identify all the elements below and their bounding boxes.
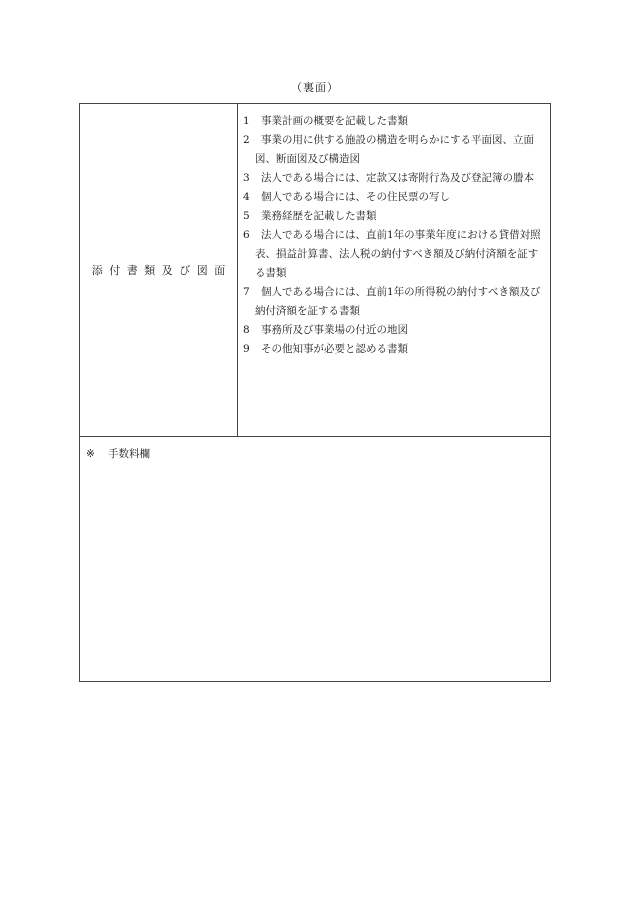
attachment-item-text: 業務経歴を記載した書類 [261,210,377,222]
attachment-item-8 [243,321,545,340]
fee-label [86,446,150,461]
attachment-item-text: 事務所及び事業場の付近の地図 [261,324,408,336]
attachment-item-number: 8 [243,324,250,336]
attachments-label-cell [80,104,238,436]
attachment-item-number: 4 [243,191,250,203]
fee-row [80,437,550,681]
fee-label-text: 手数料欄 [108,448,150,460]
attachment-item-3 [243,169,545,188]
attachment-item-text: 個人である場合には、その住民票の写し [261,191,450,203]
attachment-item-number: 7 [243,286,250,298]
attachment-item-2 [243,131,545,169]
attachments-row [80,104,550,437]
attachment-item-number: 5 [243,210,250,222]
attachment-item-7 [243,283,545,321]
attachment-item-1 [243,112,545,131]
page-heading: （裏面） [291,81,339,94]
attachment-item-text: 事業計画の概要を記載した書類 [261,115,408,127]
attachment-item-number: 1 [243,115,250,127]
attachment-item-4 [243,188,545,207]
attachment-item-text: その他知事が必要と認める書類 [261,343,408,355]
attachment-item-number: 6 [243,229,250,241]
attachment-item-number: 9 [243,343,250,355]
attachments-list [243,112,545,359]
attachment-item-9 [243,340,545,359]
reference-mark: ※ [86,448,95,460]
attachment-item-text: 個人である場合には、直前1年の所得税の納付すべき額及び納付済額を証する書類 [255,286,541,317]
attachment-item-number: 3 [243,172,250,184]
attachment-item-text: 法人である場合には、直前1年の事業年度における貸借対照表、損益計算書、法人税の納付すべき額及び納付済額を証する書類 [255,229,541,279]
attachment-item-text: 法人である場合には、定款又は寄附行為及び登記簿の謄本 [261,172,534,184]
attachment-item-6 [243,226,545,283]
attachment-item-text: 事業の用に供する施設の構造を明らかにする平面図、立面図、断面図及び構造図 [255,134,534,165]
attachment-item-5 [243,207,545,226]
form-table [79,103,551,682]
attachment-item-number: 2 [243,134,250,146]
attachments-label: 添付書類及び図面 [91,264,232,277]
